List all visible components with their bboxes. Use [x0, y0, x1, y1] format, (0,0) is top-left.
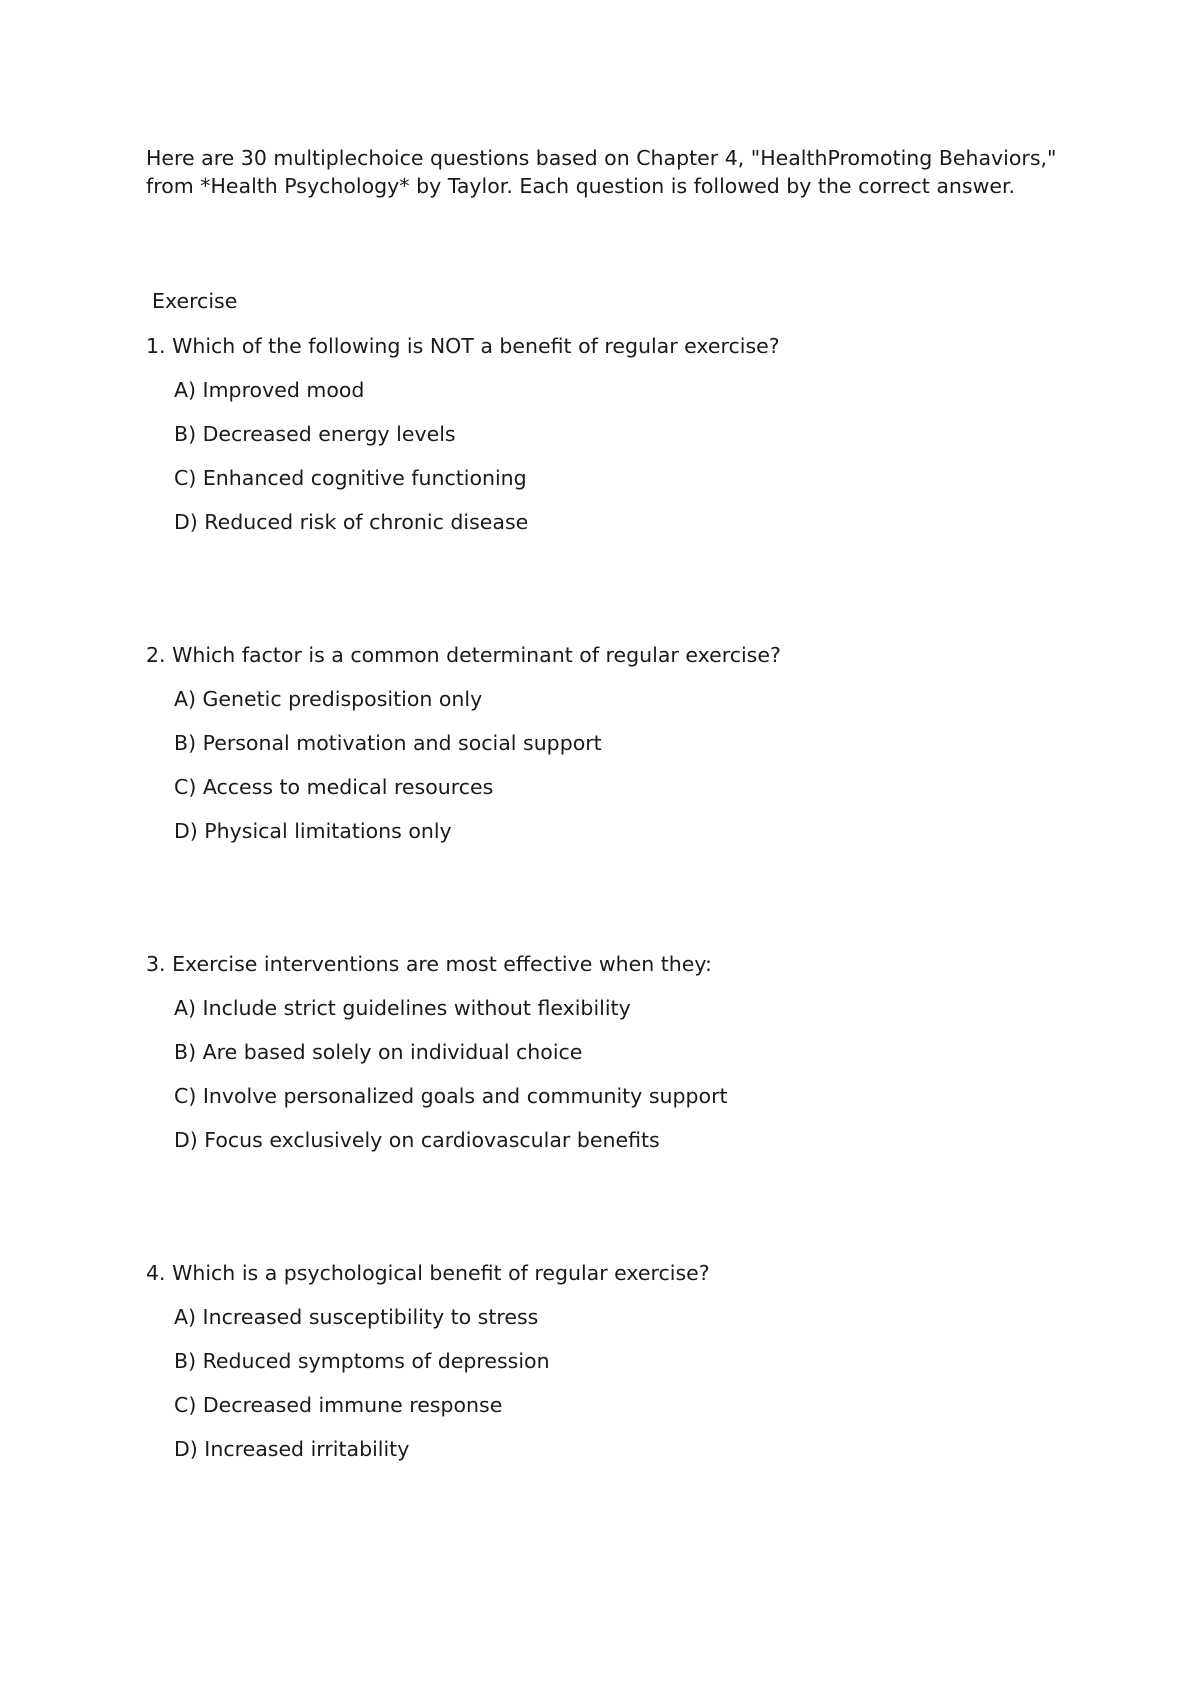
option-a: A) Genetic predisposition only [174, 687, 483, 711]
option-c: C) Decreased immune response [174, 1393, 503, 1417]
question-text: 3. Exercise interventions are most effective when they: [146, 952, 712, 976]
option-b: B) Reduced symptoms of depression [174, 1349, 550, 1373]
section-heading: Exercise [152, 289, 238, 313]
answer-options [146, 996, 1146, 1172]
option-d: D) Physical limitations only [174, 819, 452, 843]
question-4 [146, 1261, 1146, 1481]
answer-options [146, 1305, 1146, 1481]
option-d: D) Focus exclusively on cardiovascular benefits [174, 1128, 660, 1152]
question-text: 1. Which of the following is NOT a benefit of regular exercise? [146, 334, 780, 358]
option-c: C) Involve personalized goals and community support [174, 1084, 728, 1108]
question-text: 2. Which factor is a common determinant of regular exercise? [146, 643, 781, 667]
option-d: D) Increased irritability [174, 1437, 410, 1461]
option-b: B) Are based solely on individual choice [174, 1040, 583, 1064]
option-c: C) Enhanced cognitive functioning [174, 466, 527, 490]
option-b: B) Decreased energy levels [174, 422, 456, 446]
question-2 [146, 643, 1146, 863]
option-b: B) Personal motivation and social support [174, 731, 602, 755]
question-3 [146, 952, 1146, 1172]
answer-options [146, 687, 1146, 863]
intro-paragraph: Here are 30 multiplechoice questions based on Chapter 4, "HealthPromoting Behaviors," from *Health Psychology* by Taylor. Each question is followed by the correct answer. [146, 146, 1057, 198]
question-text: 4. Which is a psychological benefit of regular exercise? [146, 1261, 710, 1285]
option-d: D) Reduced risk of chronic disease [174, 510, 529, 534]
option-a: A) Improved mood [174, 378, 365, 402]
option-a: A) Include strict guidelines without flexibility [174, 996, 631, 1020]
option-a: A) Increased susceptibility to stress [174, 1305, 539, 1329]
answer-options [146, 378, 1146, 554]
question-1 [146, 334, 1146, 554]
option-c: C) Access to medical resources [174, 775, 494, 799]
